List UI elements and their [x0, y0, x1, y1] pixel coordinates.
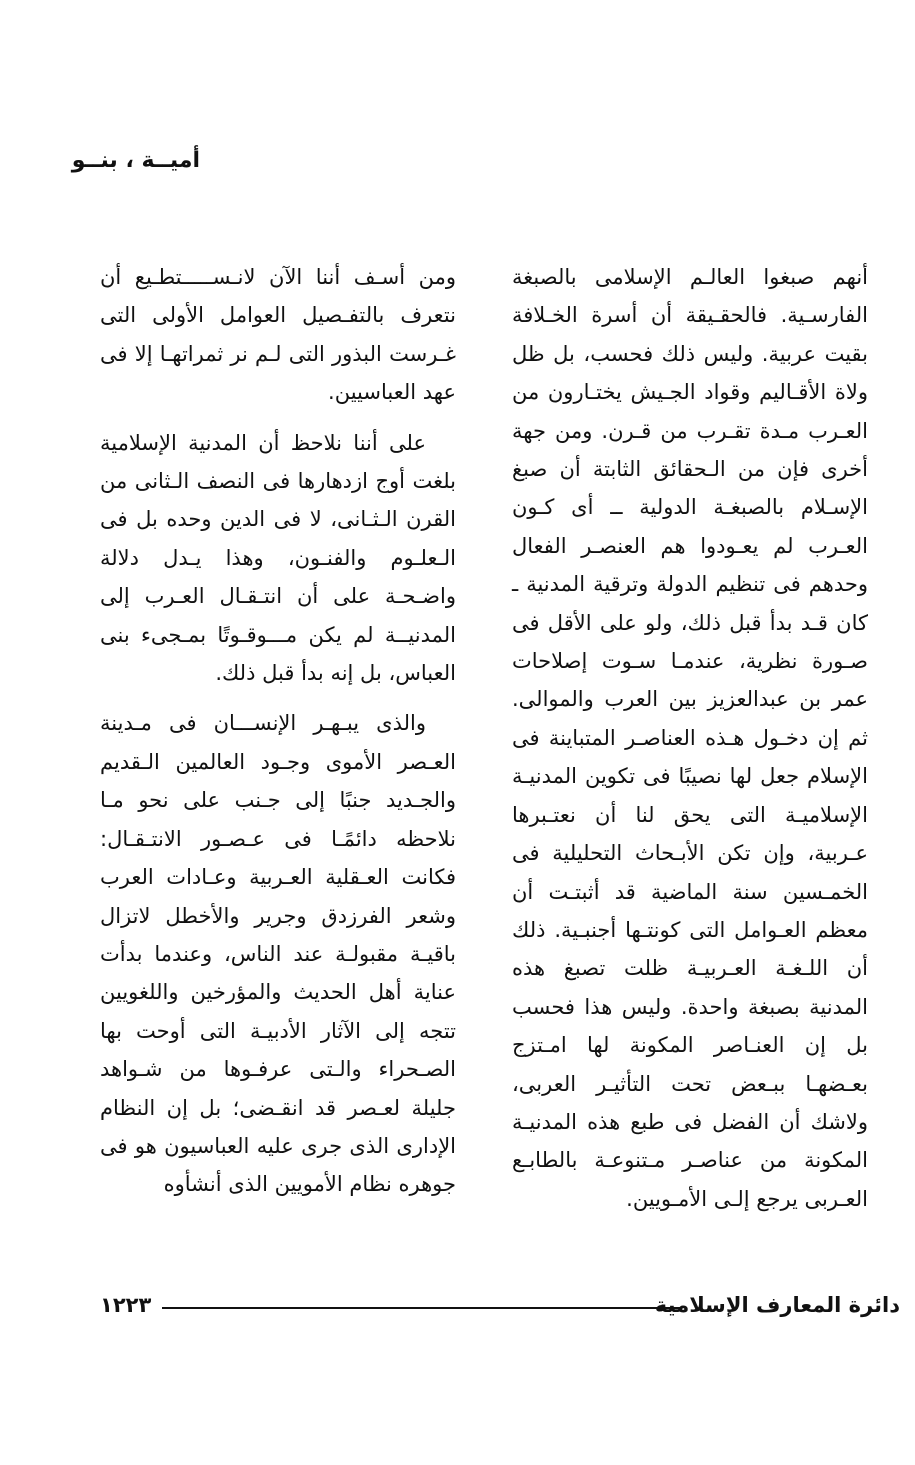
page-footer	[100, 1290, 900, 1324]
footer-rule	[162, 1307, 682, 1309]
footer-title: دائرة المعارف الإسلامية	[654, 1293, 900, 1317]
left-column	[100, 258, 456, 1204]
left-column-paragraph: ومن أسـف أننا الآن لانـســـــتطـيع أن نتعرف بالتفـصيل العوامل الأولى التى غـرست البذور التى لـم نر ثمراتهـا إلا فى عهد العباسيين.	[100, 265, 456, 405]
page-number: ١٢٢٣	[100, 1293, 152, 1317]
left-column-paragraph: على أننا نلاحظ أن المدنية الإسلامية بلغت أوج ازدهارها فى النصف الـثانى من القرن الـثـانى، لا فى الدين وحده بل فى الـعلـوم والفنـون، وهذا يـدل دلالة واضـحـة على أن انتـقـال العـرب إلى المدنيــة لم يكن مـــوقـوتًا بمـجىء بنى العباس، بل إنه بدأ قبل ذلك.	[100, 430, 456, 686]
right-column-paragraph: أنهم صبغوا العالـم الإسلامى بالصبغة الفارسـية. فالحقـيقة أن أسرة الخـلافة بقيت عربية. وليس ذلك فحسب، بل ظل ولاة الأقـاليم وقواد الجـيش يختـارون من العـرب مـدة تقـرب من قـرن. ومن جهة أخرى فإن من الـحقائق الثابتة أن صبغ الإسـلام بالصبغـة الدولية ــ أى كـون العـرب لم يعـودوا هم العنصـر الفعال وحدهم فى تنظيم الدولة وترقية المدنية ـ كان قـد بدأ قبل ذلك، ولو على الأقل فى صـورة نظرية، عندمـا سـوت إصلاحات عمر بن عبدالعزيز بين العرب والموالى. ثم إن دخـول هـذه العناصـر المتباينة فى الإسلام جعل لها نصيبًا فى تكوين المدنيـة الإسلاميـة التى يحق لنا أن نعتـبرها عـربية، وإن تكن الأبـحاث التحليلية فى الخمـسين سنة الماضية قد أثبتـت أن معظم العـوامل التى كونتـها أجنبـية. ذلك أن اللـغـة العـربيـة ظلت تصبغ هذه المدنية بصبغة واحدة. وليس هذا فحسب بل إن العنـاصر المكونة لها امـتزج بعـضهـا ببـعض تحت التأثيـر العربى، ولاشك أن الفضل فى طبع هذه المدنيـة المكونة من عناصـر مـتنوعـة بالطابـع العـربى يرجع إلـى الأمـويين.	[512, 265, 868, 1211]
running-head: أميــة ، بنــو	[71, 148, 200, 173]
left-column-paragraph: والذى يبـهـر الإنســـان فى مـدينة العـصر الأموى وجـود العالمين الـقديم والجـديد جنبًا إلى جـنب على نحو مـا نلاحظه دائمًـا فى عـصـور الانتـقـال: فكانت العـقلية العـربية وعـادات العرب وشعر الفرزدق وجرير والأخطل لاتزال باقيـة مقبولـة عند الناس، وعندما بدأت عناية أهل الحديث والمؤرخين واللغويين تتجه إلى الآثار الأدبيـة التى أوحت بها الصـحراء والـتى عرفـوها من شـواهد جليلة لعـصر قد انقـضى؛ بل إن النظام الإدارى الذى جرى عليه العباسيون هو فى جوهره نظام الأمويين الذى أنشأوه	[100, 711, 456, 1197]
right-column	[512, 258, 868, 1218]
